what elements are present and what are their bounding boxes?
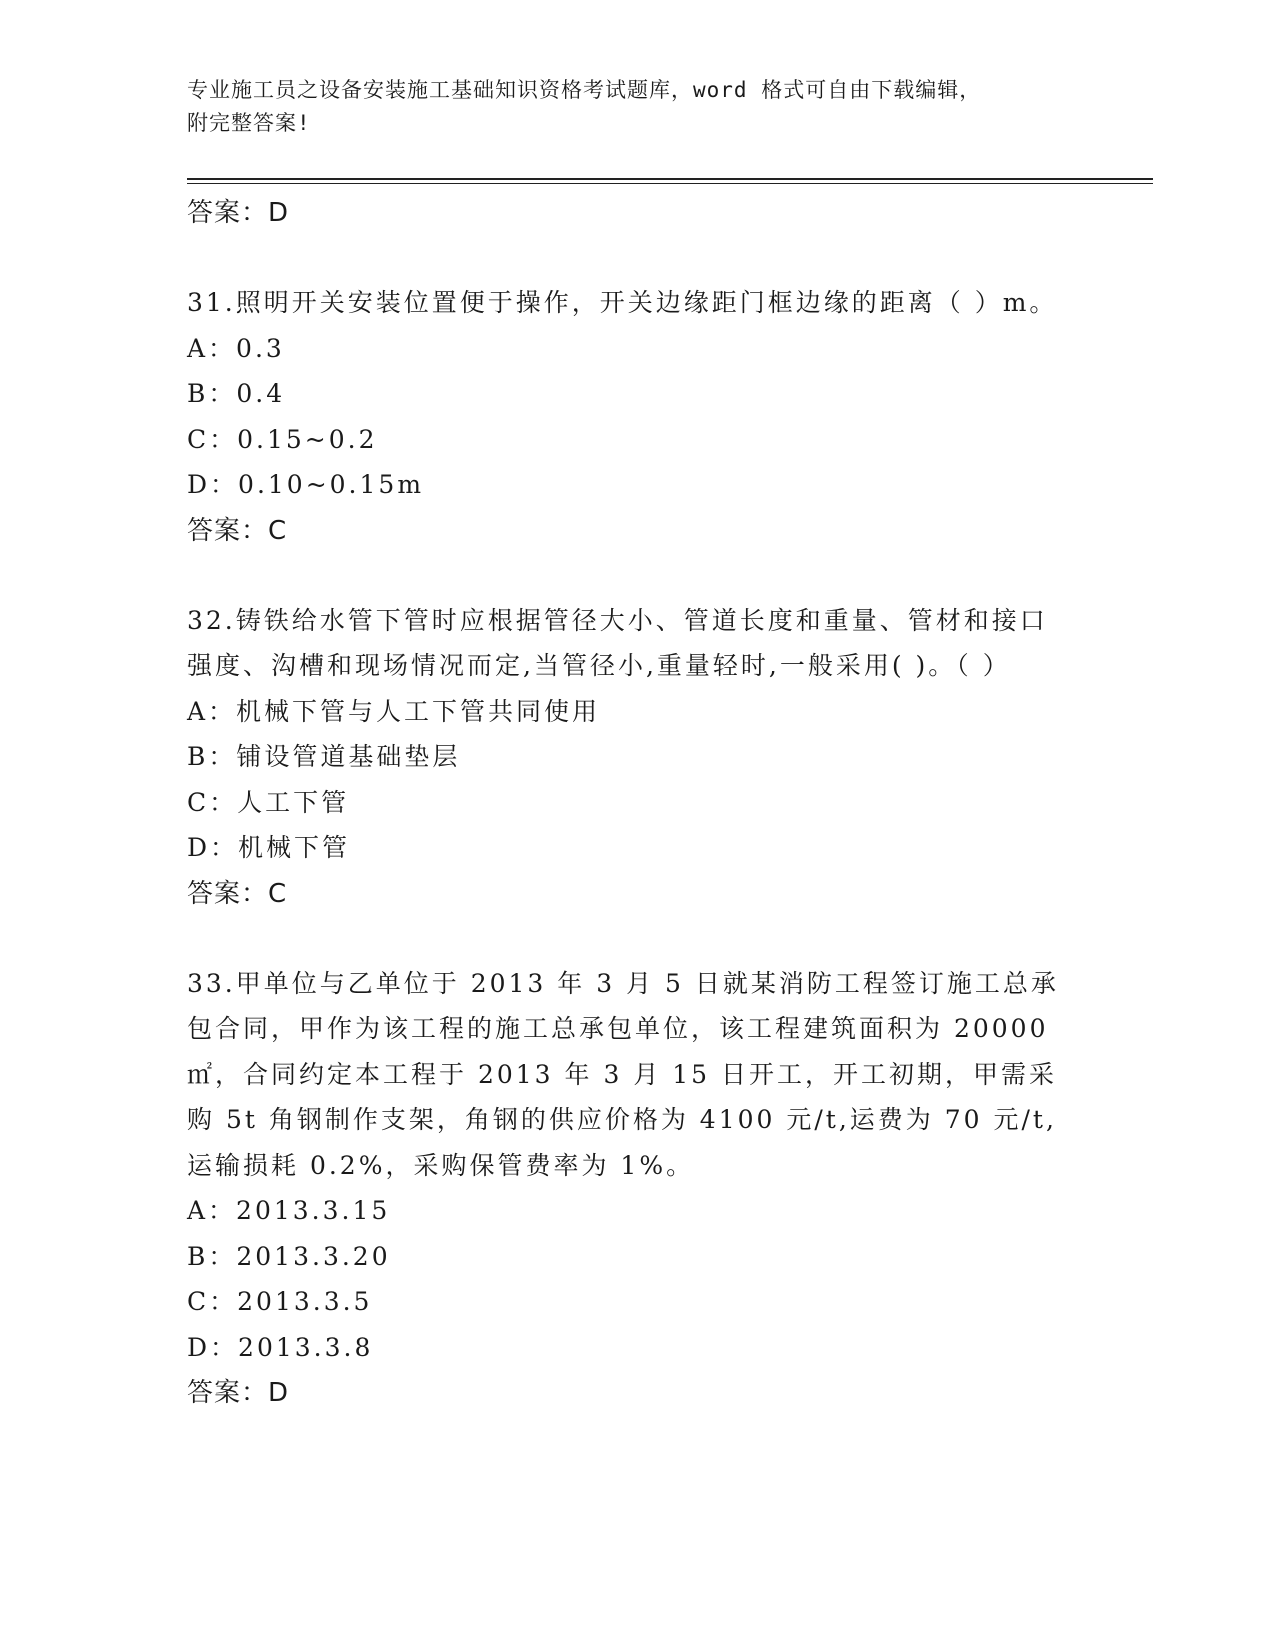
option-c: C：0.15~0.2	[187, 424, 378, 454]
question-block	[187, 961, 1067, 1417]
option-a: A：机械下管与人工下管共同使用	[187, 696, 601, 726]
document-header	[187, 74, 1087, 140]
option-b: B：铺设管道基础垫层	[187, 742, 461, 771]
option-d: D：机械下管	[187, 833, 351, 862]
question-text: 33.甲单位与乙单位于 2013 年 3 月 5 日就某消防工程签订施工总承包合同，甲作为该工程的施工总承包单位，该工程建筑面积为 20000㎡，合同约定本工程于 2013 年 3 月 15 日开工，开工初期，甲需采购 5t 角钢制作支架，角钢的供应价格为 4100 元/t,运费为 70 元/t,运输损耗 0.2%，采购保管费率为 1%。	[187, 968, 1059, 1180]
question-text: 32.铸铁给水管下管时应根据管径大小、管道长度和重量、管材和接口强度、沟槽和现场情况而定,当管径小,重量轻时,一般采用( )。（ ）	[187, 605, 1048, 680]
previous-answer: 答案：D	[187, 198, 290, 228]
header-divider-thin	[187, 183, 1153, 184]
answer: 答案：C	[187, 515, 288, 546]
option-a: A：0.3	[187, 333, 285, 363]
option-a: A：2013.3.15	[187, 1196, 391, 1225]
question-block	[187, 280, 1067, 554]
option-b: B：0.4	[187, 379, 286, 408]
header-line-1: 专业施工员之设备安装施工基础知识资格考试题库，word 格式可自由下载编辑，	[187, 78, 982, 102]
option-d: D：0.10~0.15m	[187, 470, 425, 499]
option-b: B：2013.3.20	[187, 1241, 391, 1271]
question-text: 31.照明开关安装位置便于操作，开关边缘距门框边缘的距离（ ）m。	[187, 288, 1058, 317]
header-divider	[187, 178, 1153, 180]
option-c: C：人工下管	[187, 787, 350, 817]
option-d: D：2013.3.8	[187, 1332, 374, 1362]
answer: 答案：C	[187, 878, 288, 909]
header-line-2: 附完整答案!	[187, 111, 311, 135]
answer: 答案：D	[187, 1378, 290, 1408]
question-list	[187, 190, 1067, 1416]
question-block	[187, 598, 1067, 917]
option-c: C：2013.3.5	[187, 1287, 373, 1316]
